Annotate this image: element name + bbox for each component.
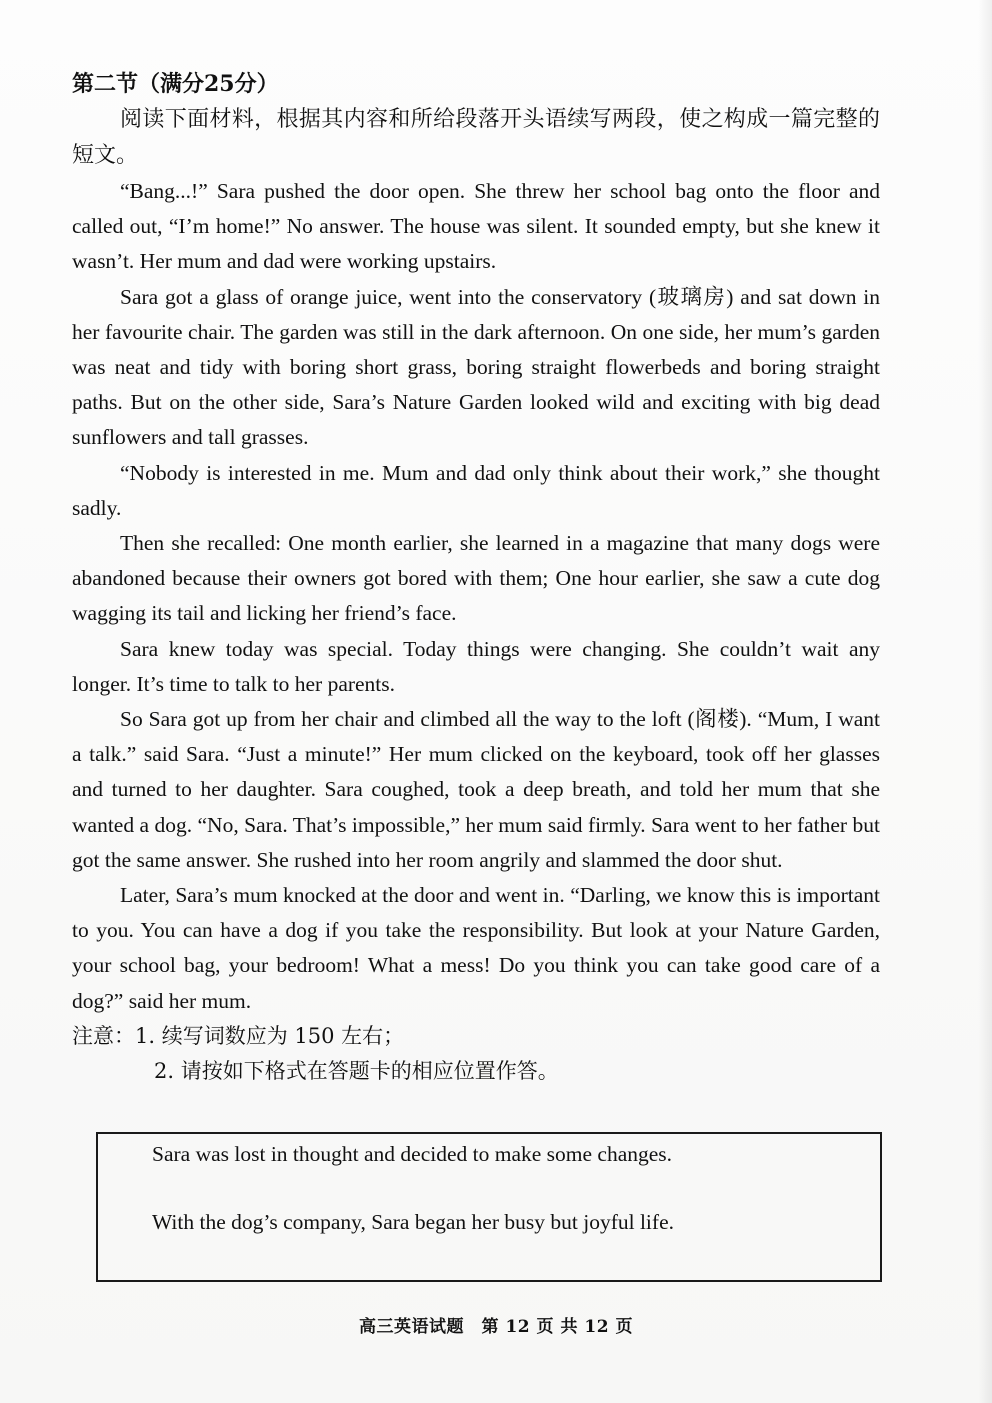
note-item-1 (72, 1019, 880, 1054)
passage-paragraph-6: So Sara got up from her chair and climbed all the way to the loft (阁楼). “Mum, I want a talk.” said Sara. “Just a minute!” Her mum clicked on the keyboard, took off her glasses and turned to her daughter. Sara coughed, took a deep breath, and told her mum that she wanted a dog. “No, Sara. That’s impossible,” her mum said firmly. Sara went to her father but got the same answer. She rushed into her room angrily and slammed the door shut. (72, 707, 880, 872)
page-footer: 高三英语试题 第 12 页 共 12 页 (359, 1317, 633, 1337)
passage-paragraph-4: Then she recalled: One month earlier, she learned in a magazine that many dogs were abandoned because their owners got bored with them; One hour earlier, she saw a cute dog wagging its tail and licking her friend’s face. (72, 531, 880, 626)
continuation-opening-2: With the dog’s company, Sara began her busy but joyful life. (152, 1210, 674, 1234)
passage-paragraph-3: “Nobody is interested in me. Mum and dad only think about their work,” she thought sadly. (72, 460, 880, 520)
section-instruction: 阅读下面材料，根据其内容和所给段落开头语续写两段，使之构成一篇完整的短文。 (72, 107, 880, 168)
passage-paragraph-1: “Bang...!” Sara pushed the door open. She threw her school bag onto the floor and called out, “I’m home!” No answer. The house was silent. It sounded empty, but she knew it wasn’t. Her mum and dad were working upstairs. (72, 179, 880, 274)
page-edge-shadow (978, 0, 992, 1403)
passage-paragraph-2: Sara got a glass of orange juice, went into the conservatory (玻璃房) and sat down in her favourite chair. The garden was still in the dark afternoon. On one side, her mum’s garden was neat and tidy with boring short grass, boring straight flowerbeds and boring straight paths. But on the other side, Sara’s Nature Garden looked wild and exciting with big dead sunflowers and tall grasses. (72, 284, 880, 450)
continuation-opening-1: Sara was lost in thought and decided to make some changes. (152, 1142, 673, 1166)
passage-paragraph-7: Later, Sara’s mum knocked at the door and went in. “Darling, we know this is important to you. You can have a dog if you take the responsibility. But look at your Nature Garden, your school bag, your bedroom! What a mess! Do you think you can take good care of a dog?” said her mum. (72, 883, 880, 1013)
passage-paragraph-5: Sara knew today was special. Today things were changing. She couldn’t wait any longer. It’s time to talk to her parents. (72, 636, 880, 696)
answer-format-box (96, 1132, 882, 1282)
page-content (72, 66, 880, 1089)
notes-section (72, 1019, 880, 1089)
section-title: 第二节（满分25分） (72, 71, 279, 97)
notes-label: 注意： (72, 1023, 135, 1048)
note-word-count: 1. 续写词数应为 150 左右； (135, 1023, 405, 1048)
note-item-2: 2. 请按如下格式在答题卡的相应位置作答。 (154, 1058, 559, 1083)
